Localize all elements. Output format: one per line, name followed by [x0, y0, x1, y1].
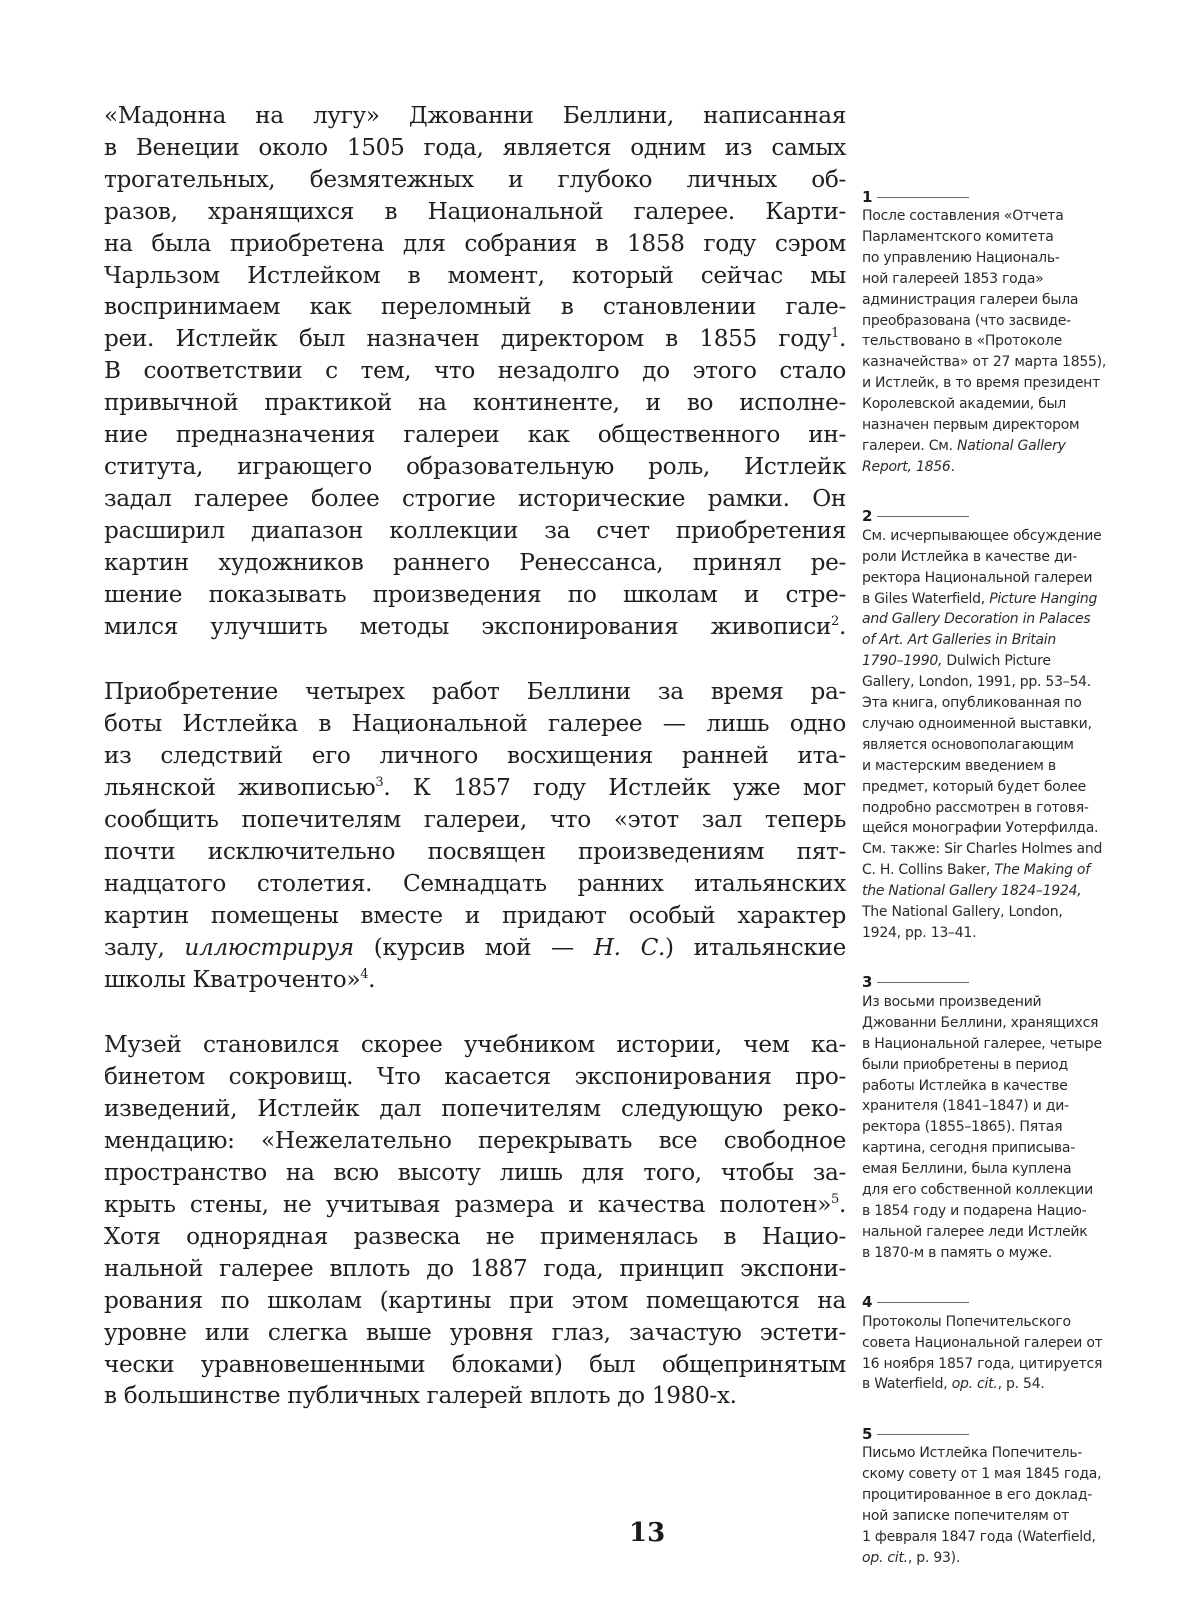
text-line: уровне или слегка выше уровня глаз, зачастую эстети- — [104, 1318, 846, 1346]
text-line: расширил диапазон коллекции за счет приобретения — [104, 516, 846, 544]
footnote-divider — [877, 982, 969, 983]
footnote-ref-4[interactable]: 4 — [360, 966, 369, 982]
text-line: ние предназначения галереи как общественного ин- — [104, 421, 846, 449]
text-line: привычной практикой на континенте, и во исполне- — [104, 389, 846, 417]
text-line: реи. Истлейк был назначен директором в 1855 году$^1$. — [104, 325, 846, 353]
text-line: ститута, играющего образовательную роль, Истлейк — [104, 452, 846, 480]
footnote-divider — [877, 197, 969, 198]
text-line: трогательных, безмятежных и глубоко личных об- — [104, 165, 846, 193]
text-line: Хотя однорядная развеска не применялась в Нацио- — [104, 1222, 846, 1250]
text-line: «Мадонна на лугу» Джованни Беллини, написанная — [104, 102, 846, 129]
text-line: воспринимаем как переломный в становлении гале- — [104, 293, 846, 321]
text-line: боты Истлейка в Национальной галерее — лишь одно — [104, 710, 846, 738]
paragraph-3 — [104, 1029, 846, 1412]
text-line: почти исключительно посвящен произведениям пят- — [104, 837, 846, 865]
text-line: в большинстве публичных галерей вплоть до 1980-х. — [104, 1382, 737, 1410]
text-line: крыть стены, не учитывая размера и качества полотен»$^5$. — [104, 1191, 846, 1218]
footnote-5: 5 Письмо Истлейка Попечитель- скому совету от 1 мая 1845 года, процитированное в его доклад- ной записке попечителям от 1 февраля 1847 года (Waterfield, op. cit., p. 93). — [862, 1424, 1102, 1566]
paragraph-2 — [104, 676, 846, 995]
text-line: Приобретение четырех работ Беллини за время ра- — [104, 678, 846, 706]
text-line: пространство на всю высоту лишь для того, чтобы за- — [104, 1159, 846, 1187]
footnote-number: 3 — [862, 973, 873, 992]
footnote-ref-5[interactable]: 5 — [831, 1192, 839, 1207]
text-line: изведений, Истлейк дал попечителям следующую реко- — [104, 1095, 846, 1123]
text-line: картин художников раннего Ренессанса, принял ре- — [104, 548, 846, 576]
page-number: 13 — [629, 1518, 666, 1548]
text-line: на была приобретена для собрания в 1858 году сэром — [104, 229, 846, 257]
text-line: надцатого столетия. Семнадцать ранних итальянских — [104, 869, 846, 897]
footnote-divider — [877, 1302, 969, 1303]
footnote-divider — [877, 516, 969, 517]
footnote-divider — [877, 1434, 969, 1435]
text-line: шение показывать произведения по школам и стре- — [104, 580, 846, 608]
text-line: чески уравновешенными блоками) был общепринятым — [104, 1350, 846, 1378]
text-line: разов, хранящихся в Национальной галерее. Карти- — [104, 197, 846, 225]
text-line: в Венеции около 1505 года, является одним из самых — [104, 133, 846, 161]
footnote-number: 2 — [862, 507, 873, 526]
text-line: нальной галерее вплоть до 1887 года, принцип экспони- — [104, 1254, 846, 1282]
footnote-number: 1 — [862, 187, 873, 206]
text-line: школы Кватроченто»$^4$. — [104, 965, 376, 993]
main-text-column — [104, 100, 846, 1446]
text-line: мендацию: «Нежелательно перекрывать все свободное — [104, 1127, 846, 1155]
text-line: бинетом сокровищ. Что касается экспонирования про- — [104, 1063, 846, 1091]
footnote-4: 4 Протоколы Попечительского совета Национальной галереи от 16 ноября 1857 года, цитируется в Waterfield, op. cit., p. 54. — [862, 1293, 1103, 1393]
text-line: льянской живописью$^3$. К 1857 году Истлейк уже мог — [104, 774, 846, 802]
footnote-ref-1[interactable]: 1 — [831, 326, 839, 342]
text-line: рования по школам (картины при этом помещаются на — [104, 1286, 846, 1314]
footnote-2: 2 См. исчерпывающее обсуждение роли Истлейка в качестве ди- ректора Национальной галереи в Giles Waterfield, Picture Hanging and Gallery Decoration in Palaces of Art. Art Galleries in Britain 1790–1990, Dulwich Picture Gallery, London, 1991, pp. 53–54. Эта книга, опубликованная по случаю одноименной выставки, является основополагающим и мастерским введением в предмет, который будет более подробно рассмотрен в готовя- щейся монографии Уотерфилда. См. также: Sir Charles Holmes and C. H. Collins Baker, The Making of the National Gallery 1824–1924, The National Gallery, London, 1924, pp. 13–41. — [862, 507, 1103, 941]
text-line: сообщить попечителям галереи, что «этот зал теперь — [104, 806, 846, 834]
text-line: из следствий его личного восхищения ранней ита- — [104, 742, 846, 770]
text-line: картин помещены вместе и придают особый характер — [104, 901, 846, 929]
footnote-ref-2[interactable]: 2 — [831, 613, 839, 629]
text-line: залу, иллюстрируя (курсив мой — Н. С.) итальянские — [104, 933, 846, 961]
footnote-number: 5 — [862, 1424, 873, 1443]
text-line: мился улучшить методы экспонирования живописи$^2$. — [104, 612, 846, 640]
text-line: задал галерее более строгие исторические рамки. Он — [104, 484, 846, 512]
text-line: Чарльзом Истлейком в момент, который сейчас мы — [104, 261, 846, 289]
paragraph-1 — [104, 100, 846, 642]
text-line: Музей становился скорее учебником истории, чем ка- — [104, 1031, 846, 1059]
footnote-3: 3 Из восьми произведений Джованни Беллини, хранящихся в Национальной галерее, четыре были приобретены в период работы Истлейка в качестве хранителя (1841–1847) и ди- ректора (1855–1865). Пятая картина, сегодня приписыва- емая Беллини, была куплена для его собственной коллекции в 1854 году и подарена Нацио- нальной галерее леди Истлейк в 1870-м в память о муже. — [862, 973, 1102, 1261]
footnote-ref-3[interactable]: 3 — [375, 775, 384, 791]
text-line: В соответствии с тем, что незадолго до этого стало — [104, 357, 846, 385]
footnotes-column — [862, 188, 1162, 1599]
footnote-1: 1 После составления «Отчета Парламентского комитета по управлению Националь- ной галереей 1853 года» администрация галереи была преобразована (что засвиде- тельствовано в «Протоколе казначейства» от 27 марта 1855), и Истлейк, в то время президент Королевской академии, был назначен первым директором галереи. См. National Gallery Report, 1856. — [862, 187, 1107, 475]
footnote-number: 4 — [862, 1293, 873, 1312]
